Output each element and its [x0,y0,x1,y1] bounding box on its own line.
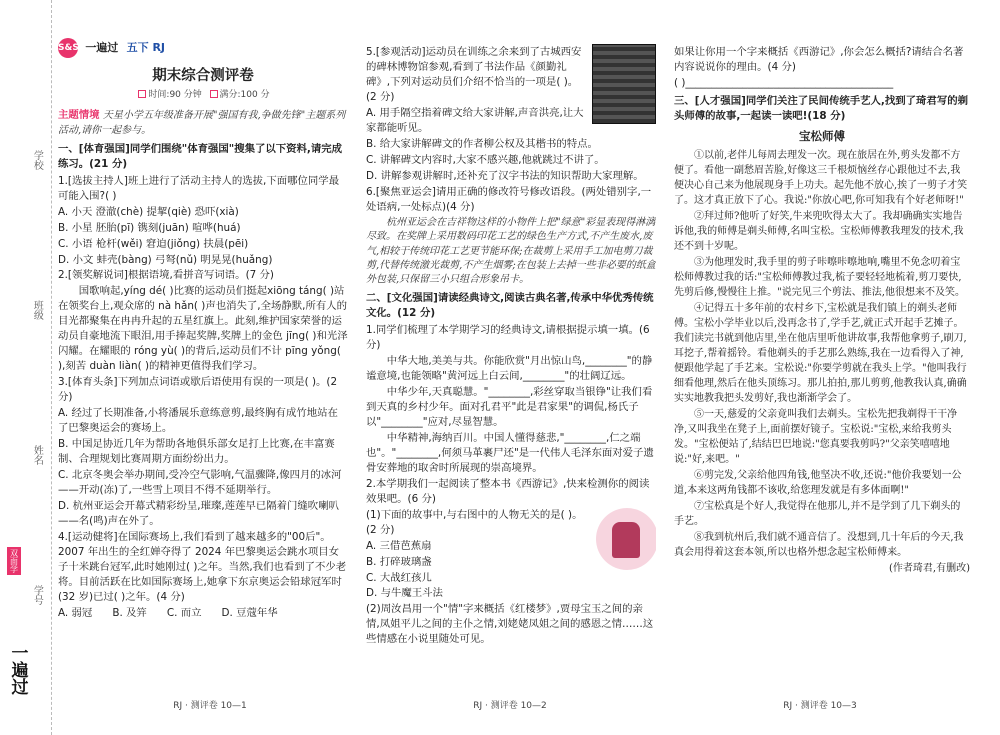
story-paragraph-8: ⑧我到杭州后,我们就不通音信了。没想到,几十年后的今天,我真会用得着这套本领,所以也格外想念起宝松师傅来。 [674,532,964,559]
q5-option-d: D. 讲解参观讲解时,还补充了汉字书法的知识帮助大家理解。 [366,169,644,182]
q4-option-a: A. 弱冠 [58,607,93,620]
q8-option-a: A. 三借芭蕉扇 [366,539,432,552]
paper-title: 期末综合测评卷 [152,68,254,84]
question-1: 1.[选拔主持人]班上进行了活动主持人的选拔,下面哪位同学最可能入围?( ) [58,174,340,202]
theme-text: 天星小学五年级准备开展"强国有我,争做先锋"主题系列活动,请你一起参与。 [58,109,346,137]
story-paragraph-4: ④记得五十多年前的农村乡下,宝松就是我们镇上的剃头老师傅。宝松小学毕业以后,没再念书了,学手艺,就正式开起手艺摊子。我们读完书就到他店里,坐在他店里听他讲故事,我帮他拿剪子,刷刀,耳挖子,帮着摇铃。看他剃头的手艺那么熟练,我在一边看得入了神,便跟他学起了手艺来。宝松说:"你要学剪就在我头上学。"他叫我行细看他理,然后在他头顶练习。那儿拍拍,那儿剪剪,他教我认真,确确实实地教我把头发剪好,我也渐渐学会了。 [674,303,967,405]
story-paragraph-6: ⑥剪完发,父亲给他四角钱,他坚决不收,还说:"他价我要划一公道,本来这两角钱都不该收,给您理发就是有多体面啊!" [674,470,962,497]
paper-meta [58,89,348,102]
section-1-heading: 一、[体育强国]同学们围绕"体育强国"搜集了以下资料,请完成练习。(21 分) [58,142,343,170]
story-paragraph-5: ⑤一天,慈爱的父亲竟叫我们去剃头。宝松先把我剃得干干净净,又叫我坐在凳子上,面前摆好镜子。宝松说:"宝松,来给我剪头发。"宝松便站了,结结巴巴地说:"您真要我剪吗?"父亲笑嘻嘻地说:"好,来吧。" [674,409,958,466]
time-limit: 时间:90 分钟 [148,89,202,100]
binding-margin [0,0,52,735]
series-name: 一遍过 [85,41,119,55]
brand-badge: S&S [58,38,78,58]
class-label: 班级 [31,300,43,320]
story-paragraph-3: ③为他理发时,我手里的剪子咔嚓咔嚓地响,嘴里不免念叨着宝松师傅教过我的话:"宝松师傅教过我,梳子要轻轻地梳着,剪刀要快,先剪后修,慢慢往上推。"说完见三个剪法、推法,他很想来不及笑。 [674,257,965,299]
q3-option-b: B. 中国足协近几年为帮助各地俱乐部女足打上比赛,在丰富赛制、合理规划比赛周期方面纷纷出力。 [58,438,335,466]
section-3-heading: 三、[人才强国]同学们关注了民间传统手艺人,找到了琦君写的剃头师傅的故事,一起读一读吧!(18 分) [674,94,968,122]
q8-sub-1: (1)下面的故事中,与右图中的人物无关的是( )。(2 分) [366,508,583,536]
theme-label: 主题情境 [58,108,100,121]
clock-icon [138,90,146,98]
story-paragraph-1: ①以前,老伴儿每周去理发一次。现在旅居在外,剪头发都不方便了。看他一副愁眉苦脸,好像这三千根烦恼丝存心跟他过不去,我便决心自己来为他展现身手上功夫。起先他不放心,挨了一剪子才笑了。这才真正放下了心。我说:"你放心吧,你可知我有个好老师呀!" [674,150,968,207]
section-2-heading: 二、[文化强国]请读经典诗文,阅读古典名著,传承中华优秀传统文化。(12 分) [366,291,654,319]
q4-option-c: C. 而立 [166,607,202,620]
q8-option-d: D. 与牛魔王斗法 [366,587,443,600]
q3-option-c: C. 北京冬奥会举办期间,受冷空气影响,气温骤降,像四月的冰河——开动(冻)了,一些雪上项目不得不延期举行。 [58,469,342,497]
footer-page-1: RJ · 测评卷 10—1 [173,701,247,711]
q8-option-b: B. 打碎玻璃盏 [366,555,432,568]
answer-line: ( )________________________________________ [674,76,894,89]
story-title: 宝松师傅 [799,128,845,143]
q3-option-d: D. 杭州亚运会开幕式精彩纷呈,璀璨,莲莲早已隔着门缝吹喇叭——名(鸣)声在外了。 [58,500,339,528]
question-5: 5.[参观活动]运动员在训练之余来到了古城西安的碑林博物馆参观,看到了书法作品《颜勤礼碑》,下列对运动员们介绍不恰当的一项是( )。(2 分) [366,46,582,103]
question-7: 1.同学们梳理了本学期学习的经典诗文,请根据提示填一填。(6 分) [366,323,650,351]
q7-passage-1: 中华大地,美美与共。你能欣赏"月出惊山鸟,________"的静谧意境,也能领略"黄河远上白云间,________"的壮阔辽远。 [366,354,653,382]
footer-page-3: RJ · 测评卷 10—3 [783,701,857,711]
name-label: 姓名 [31,445,43,465]
column-1 [58,44,348,700]
question-3: 3.[体育头条]下列加点词语或歇后语使用有误的一项是( )。(2 分) [58,376,338,404]
story-body [674,148,970,576]
q5-option-b: B. 给大家讲解碑文的作者柳公权及其楷书的特点。 [366,137,598,150]
q1-option-b: B. 小星 胚胎(pī) 镌刻(juān) 喧哗(huá) [58,221,241,234]
q4-option-d: D. 豆蔻年华 [221,607,278,620]
q1-option-c: C. 小语 枪杆(wěi) 窘迫(jiǒng) 扶晨(pēi) [58,237,249,250]
q5-option-a: A. 用手隔空指着碑文给大家讲解,声音洪亮,让大家都能听见。 [366,106,584,134]
story-paragraph-7: ⑦宝松真是个好人,我觉得在他那儿,并不是学到了几下剃头的手艺。 [674,501,961,528]
brand-logo: 一遍过 [7,644,28,695]
column-3 [674,44,970,700]
side-tag: 双面学 [7,547,21,575]
theme-context [58,108,348,139]
q4-option-b: B. 及笄 [112,607,147,620]
author-note: (作者琦君,有删改) [889,563,970,575]
q2-passage: 国歌响起,yíng dé( )比赛的运动员们挺起xiōng táng( )站在领奖台上,观众席的 nà hǎn( )声也消失了,全场静默,所有人的目光都聚集在冉冉升起的五星红旗上。此刻,维护国家荣誉的运动员自豪地流下眼泪,用手捧起奖牌,奖牌上的金色 jīng( )和光泽闪耀。在耀眼的 róng yù( )的背后,运动员们不计 pīng yǒng( ),刻苦 duàn liàn( )的精神更值得我们学习。 [58,285,348,373]
q8-continued: 如果让你用一个字来概括《西游记》,你会怎么概括?请结合名著内容说说你的理由。(4 分) [674,46,964,73]
column-2 [366,44,656,700]
school-label: 学校 [31,150,43,170]
q7-passage-3: 中华精神,海纳百川。中国人懂得慈悲,"________,仁之端也"。"________,何须马革裹尸还"是一代伟人毛泽东面对爱子遗骨安葬地的取舍时所展现的崇高境界。 [366,431,654,474]
story-paragraph-2: ②拜过师?他听了好笑,牛来兜吹得太大了。我却确确实实地告诉他,我的师傅是剃头师傅,名叫宝松。宝松师傅教我理发的技术,我还不到十岁呢。 [674,211,964,253]
q8-sub-2: (2)周汝昌用一个"情"字来概括《红楼梦》,贾母宝玉之间的亲情,凤姐平儿之间的主仆之情,刘姥姥凤姐之间的感恩之情……这些情感在小说里随处可见。 [366,603,654,646]
q4-options [58,606,348,621]
q5-option-c: C. 讲解碑文内容时,大家不感兴趣,他就跳过不讲了。 [366,153,605,166]
stele-rubbing-image [592,44,656,124]
question-8: 2.本学期我们一起阅读了整本书《西游记》,快来检测你的阅读效果吧。(6 分) [366,477,650,505]
q6-passage: 杭州亚运会在吉祥物这样的小物件上把"绿意"彩显表现得淋漓尽致。在奖牌上采用数码印花工艺的绿色生产方式,不产生废水,废气,相较于传统印花工艺更节能环保;在裁剪上采用手工加电剪刀裁剪,代替传统激光裁剪,不产生烟雾;在包装上去掉一些非必要的纸盒外包装,只保留三小只组合形象吊卡。 [366,216,656,286]
footer-page-2: RJ · 测评卷 10—2 [473,701,547,711]
q7-passage-2: 中华少年,天真聪慧。"________,彩丝穿取当银铮"让我们看到天真的乡村少年。面对孔君平"此是君家果"的调侃,杨氏子以"________"应对,尽显智慧。 [366,385,653,428]
question-2: 2.[领奖解说词]根据语境,看拼音写词语。(7 分) [58,269,274,282]
checkbox-icon [210,90,218,98]
grade-label: 五下 RJ [126,41,166,55]
q1-option-d: D. 小文 蚌壳(bàng) 弓弩(nǔ) 明晃晃(huǎng) [58,253,273,266]
question-6: 6.[聚焦亚运会]请用正确的修改符号修改语段。(两处错别字,一处语病,一处标点)(4 分) [366,185,652,213]
q1-option-a: A. 小天 澄澈(chè) 提挈(qiè) 恐吓(xià) [58,205,239,218]
question-4: 4.[运动健将]在国际赛场上,我们看到了越来越多的"00后"。2007 年出生的全红婵夺得了 2024 年巴黎奥运会跳水项目女子十米跳台冠军,此时她刚过( )之年。当然,我们也看到了不少老将。目前活跃在比如国际赛场上,她拿下东京奥运会铅球冠军时(32 岁)已过( )之年。(4 分) [58,531,347,604]
full-score: 满分:100 分 [219,89,270,100]
monkey-king-illustration [596,508,656,574]
number-label: 学号 [31,585,43,605]
q3-option-a: A. 经过了长期准备,小将潘展乐意练意剪,最终胸有成竹地站在了巴黎奥运会的赛场上。 [58,407,338,435]
q8-option-c: C. 大战红孩儿 [366,571,432,584]
